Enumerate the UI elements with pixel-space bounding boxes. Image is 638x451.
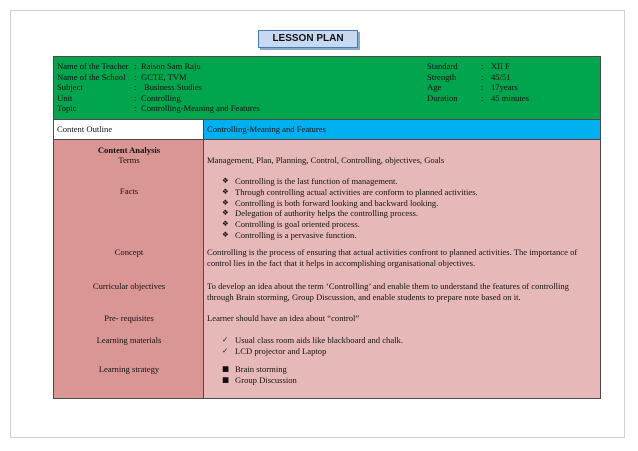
subject-name: Business Studies <box>144 82 203 93</box>
header-left-labels <box>57 61 129 114</box>
header-separator: : <box>481 61 484 71</box>
header-label: Duration <box>427 92 458 103</box>
diamond-bullet-icon: ❖ <box>222 197 229 207</box>
learning-materials-label: Learning materials <box>96 335 162 345</box>
terms-label: Terms <box>118 155 140 165</box>
school-name: GCTE, TVM <box>141 71 187 82</box>
header-separator: : <box>481 82 484 93</box>
curricular-objectives-label: Curricular objectives <box>92 281 166 291</box>
header-right-labels <box>427 61 458 103</box>
list-item: ❖ Delegation of authority helps the controlling process. <box>222 208 419 219</box>
diamond-bullet-icon: ❖ <box>222 229 229 239</box>
teacher-name: Raison Sam Raju <box>141 61 201 71</box>
materials-list <box>222 335 403 357</box>
facts-label: Facts <box>119 186 139 196</box>
list-item: ❖ Controlling is a pervasive function. <box>222 229 357 240</box>
header-label: Name of the Teacher <box>57 61 129 71</box>
terms-text: Management, Plan, Planning, Control, Controlling, objectives, Goals <box>207 155 445 165</box>
label-column <box>54 140 204 398</box>
content-analysis-heading: Content Analysis <box>97 145 161 155</box>
square-bullet-icon: ■ <box>222 374 230 384</box>
header-separator: : <box>134 71 137 82</box>
square-bullet-icon: ■ <box>222 364 230 373</box>
list-item: ❖ Controlling is goal oriented process. <box>222 219 360 230</box>
duration-value: 45 minutes <box>491 92 529 103</box>
prerequisites-label: Pre- requisites <box>104 313 154 323</box>
curricular-objectives-text: To develop an idea about the term ‘Controlling’ and enable them to understand the features of controlling through Brain storming, Group Discussion, and enable students to prepare note based on it. <box>207 281 569 303</box>
content-outline-value: Controlling-Meaning and Features <box>204 120 600 139</box>
header-label: Age <box>427 82 442 93</box>
concept-label: Concept <box>114 247 144 257</box>
header-separator: : <box>134 82 137 93</box>
standard-value: XII F <box>491 61 510 71</box>
header-label: Name of the School <box>57 71 126 82</box>
header-label: Topic <box>57 103 77 114</box>
header-separator: : <box>481 71 484 82</box>
lesson-plan-table <box>53 56 601 399</box>
list-item: ■ Brain storming <box>222 364 287 374</box>
learning-strategy-label: Learning strategy <box>98 364 160 374</box>
header-label: Strength <box>427 71 457 82</box>
diamond-bullet-icon: ❖ <box>222 219 229 229</box>
header-left-values <box>141 61 260 114</box>
header-label: Unit <box>57 92 73 103</box>
diamond-bullet-icon: ❖ <box>222 208 229 218</box>
header-block <box>54 57 600 120</box>
list-item: ❖ Through controlling actual activities are conform to planned activities. <box>222 186 478 197</box>
list-item: ■ Group Discussion <box>222 374 297 385</box>
concept-text: Controlling is the process of ensuring that actual activities confront to planned activities. The importance of control lies in the fact that it helps in accomplishing organisational objectives. <box>207 247 578 269</box>
diamond-bullet-icon: ❖ <box>222 186 229 196</box>
header-right-values <box>491 61 529 103</box>
header-separator: : <box>134 61 137 71</box>
header-left-separators <box>134 61 136 114</box>
strategy-list <box>222 364 297 386</box>
header-separator: : <box>134 92 137 103</box>
header-label: Subject <box>57 82 83 93</box>
age-value: 17years <box>491 82 518 93</box>
list-item: ❖ Controlling is the last function of management. <box>222 176 398 186</box>
unit-name: Controlling <box>141 92 181 103</box>
topic-name: Controlling-Meaning and Features <box>141 103 260 114</box>
diamond-bullet-icon: ❖ <box>222 176 229 185</box>
list-item: ✓ LCD projector and Laptop <box>222 345 327 356</box>
strength-value: 45/51 <box>491 71 511 82</box>
checkmark-bullet-icon: ✓ <box>222 335 229 344</box>
content-outline-row <box>54 120 600 140</box>
header-right-separators <box>481 61 483 103</box>
header-label: Standard <box>427 61 458 71</box>
page-title: LESSON PLAN <box>258 30 358 48</box>
facts-list <box>222 176 478 241</box>
checkmark-bullet-icon: ✓ <box>222 345 229 355</box>
header-separator: : <box>481 92 484 103</box>
content-outline-label: Content Outline <box>54 120 204 139</box>
content-column <box>204 140 600 398</box>
header-separator: : <box>134 103 137 114</box>
list-item: ✓ Usual class room aids like blackboard and chalk. <box>222 335 404 345</box>
list-item: ❖ Controlling is both forward looking and backward looking. <box>222 197 439 208</box>
prerequisites-text: Learner should have an idea about “control” <box>207 313 360 323</box>
